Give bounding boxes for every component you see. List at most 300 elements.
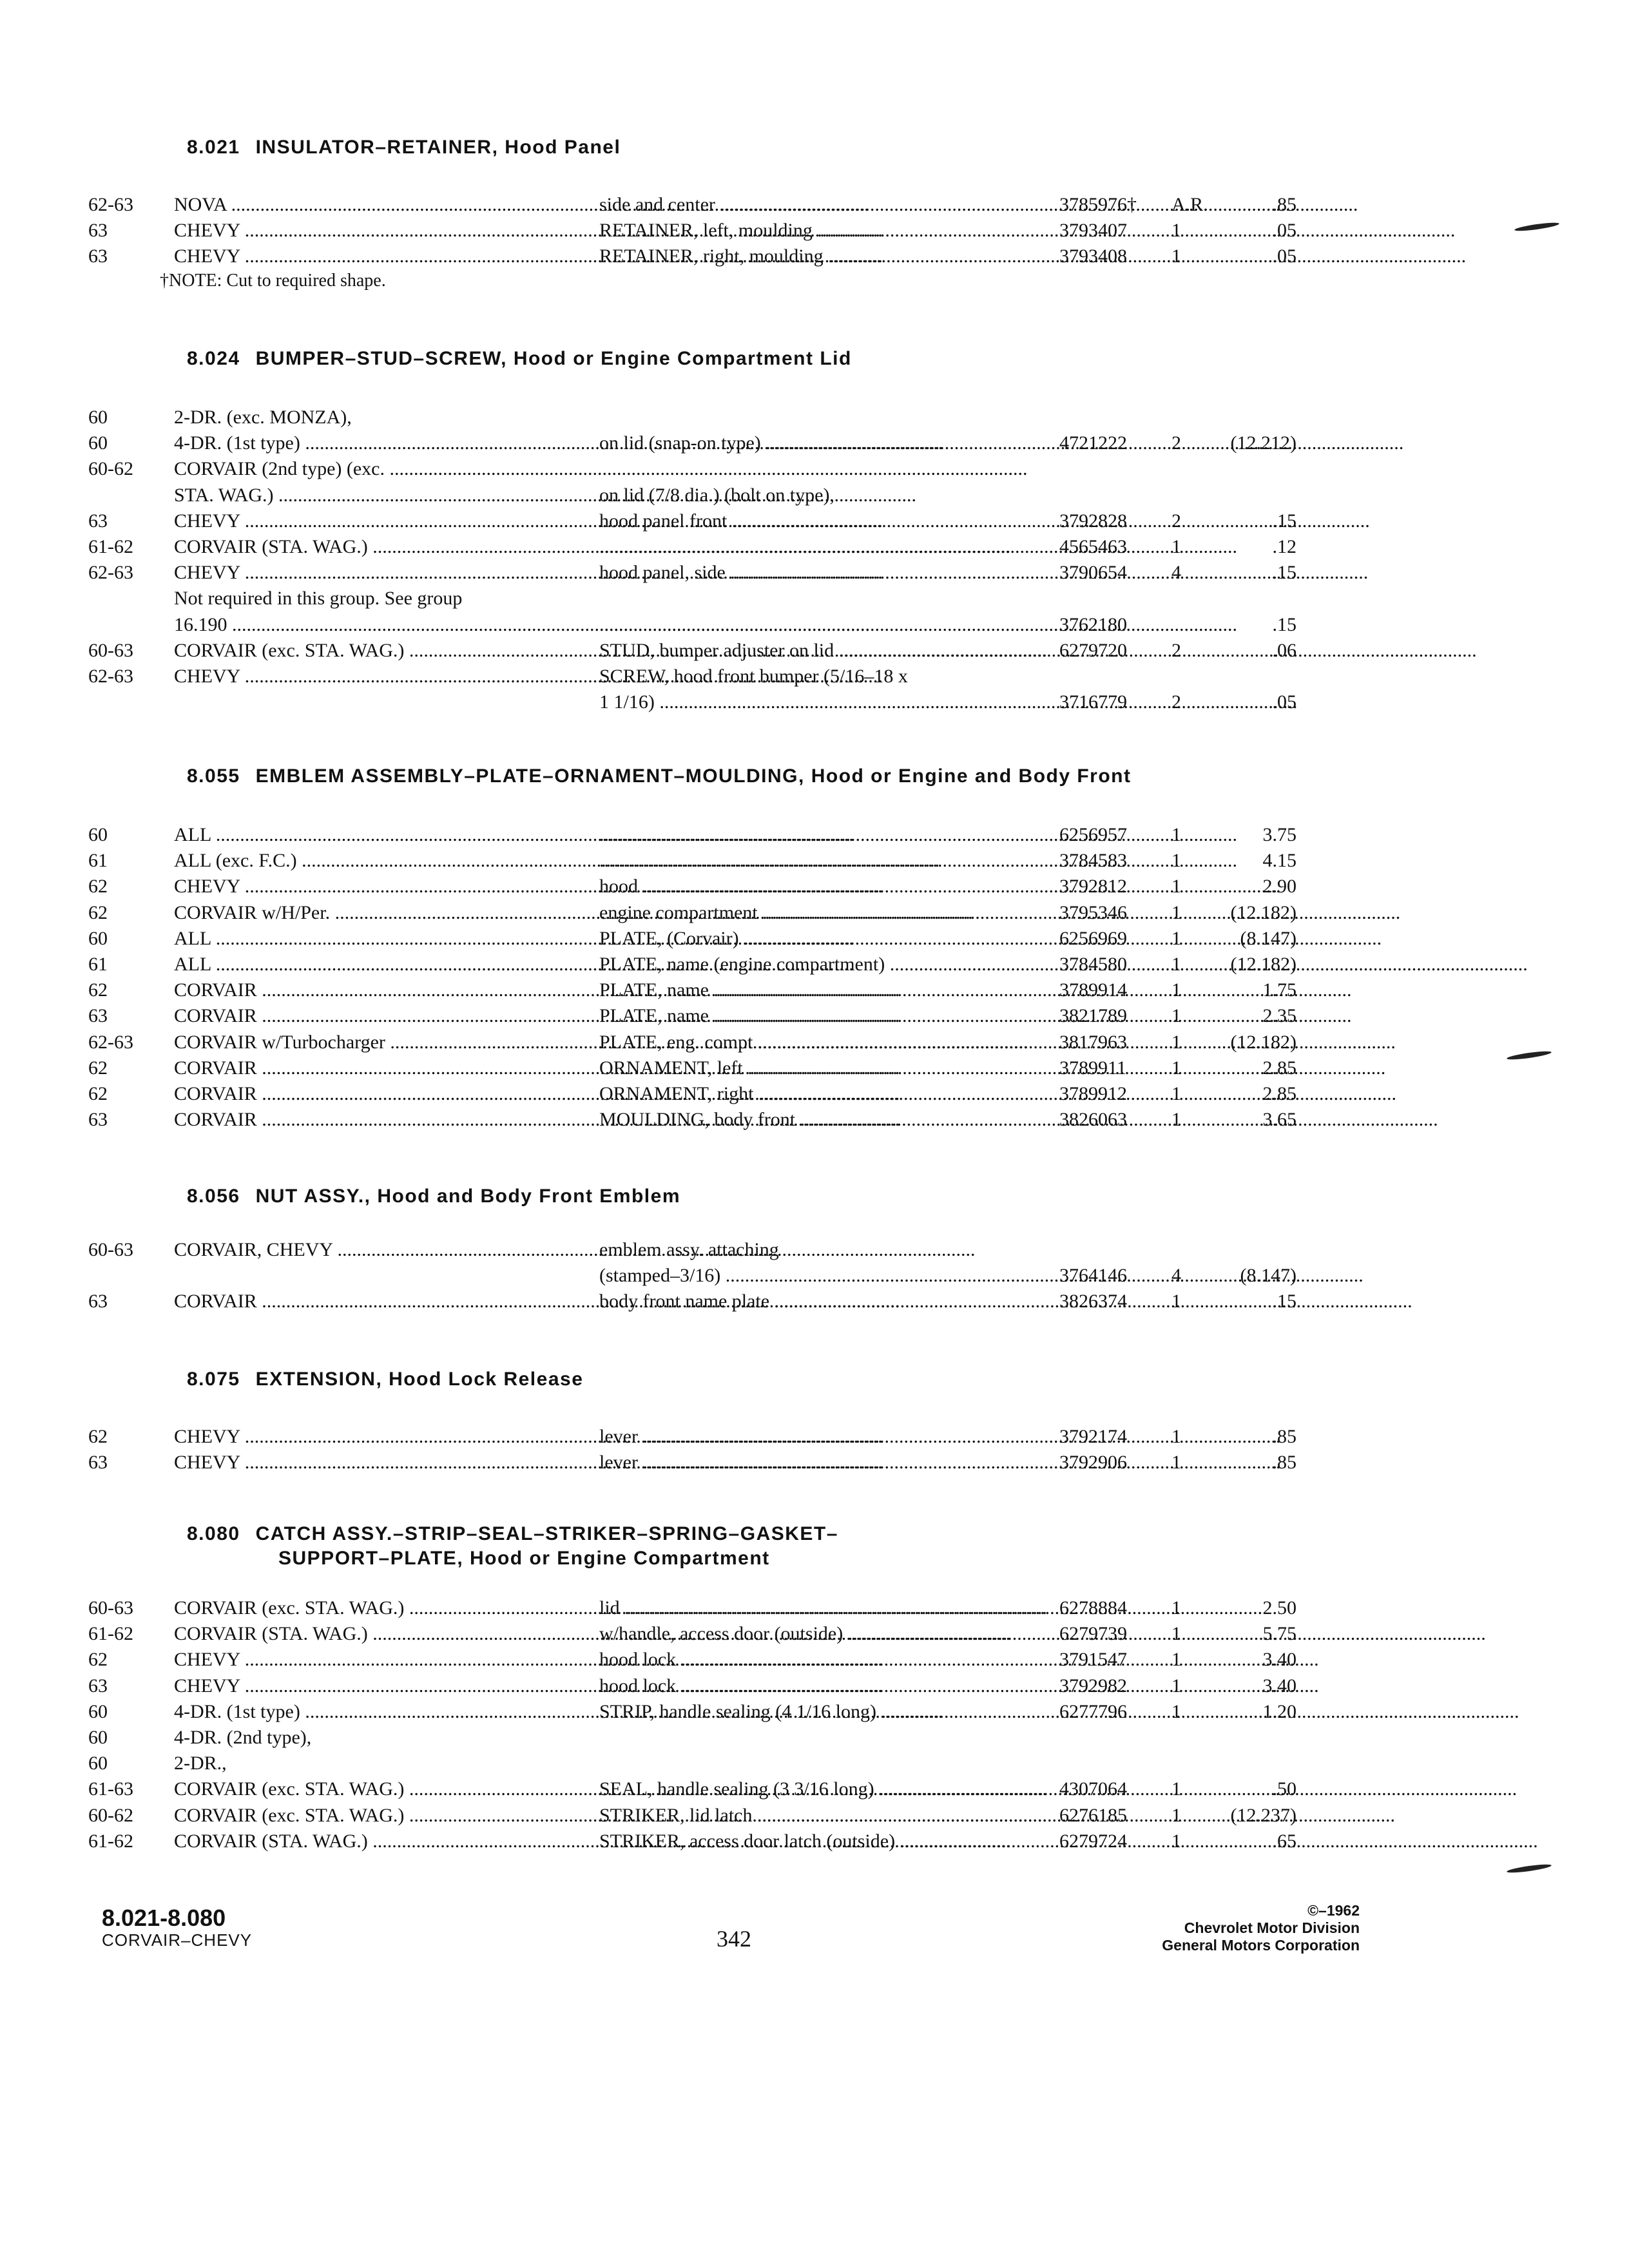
year-cell [88, 1673, 166, 1699]
part-number-cell [1059, 638, 1162, 664]
table-row [0, 612, 1629, 638]
model-cell [174, 1107, 563, 1133]
quantity-cell [1171, 1107, 1202, 1133]
year-cell [88, 1055, 166, 1081]
quantity-cell-text: 2 [1171, 691, 1181, 713]
year-cell [88, 822, 166, 848]
quantity-cell-text: 2 [1171, 432, 1181, 454]
part-number-cell [1059, 1673, 1162, 1699]
part-number-cell-text: 6278884 [1059, 1597, 1127, 1619]
price-cell-text: 2.90 [1262, 876, 1296, 898]
part-number-cell-text: 3792174 [1059, 1426, 1127, 1447]
year-cell [88, 977, 166, 1003]
quantity-cell-text: 1 [1171, 535, 1181, 557]
description-cell [599, 1107, 1039, 1133]
price-cell-text: (8.147) [1240, 927, 1296, 949]
description-cell [599, 218, 1039, 244]
price-cell-text: .85 [1272, 194, 1296, 215]
price-cell [1205, 874, 1296, 899]
price-cell [1205, 822, 1296, 848]
quantity-cell [1171, 1263, 1202, 1289]
description-cell [599, 1030, 1039, 1055]
year-cell-text: 62 [88, 1426, 108, 1447]
year-cell-text: 60 [88, 824, 108, 845]
quantity-cell [1171, 689, 1202, 715]
year-cell-text: 60-63 [88, 1597, 133, 1619]
part-number-cell [1059, 1424, 1162, 1450]
year-cell-text: 61-62 [88, 1623, 133, 1645]
part-number-cell-text: 3784580 [1059, 953, 1127, 975]
part-number-cell-text: 3817963 [1059, 1031, 1127, 1053]
part-number-cell [1059, 1263, 1162, 1289]
year-cell [88, 456, 166, 482]
table-row [0, 1725, 1629, 1751]
price-cell-text: .15 [1272, 562, 1296, 584]
year-cell [88, 1829, 166, 1854]
quantity-cell [1171, 1673, 1202, 1699]
price-cell-text: .05 [1272, 691, 1296, 713]
part-number-cell-text: 3785976† [1059, 194, 1137, 215]
description-cell-text: RETAINER, left, moulding [599, 220, 813, 242]
description-cell-text: ORNAMENT, left [599, 1057, 743, 1079]
table-row [0, 689, 1629, 715]
description-cell-text: lever [599, 1426, 638, 1447]
description-cell [599, 900, 1039, 926]
model-cell [174, 1776, 563, 1802]
model-cell [174, 664, 563, 689]
model-cell [174, 430, 563, 456]
model-cell [174, 456, 563, 482]
price-cell-text: (12.212) [1230, 432, 1296, 454]
price-cell-text: 3.40 [1262, 1649, 1296, 1671]
model-cell-text: CORVAIR [174, 1109, 257, 1131]
table-row [0, 1003, 1629, 1029]
part-number-cell [1059, 1450, 1162, 1475]
price-cell [1205, 430, 1296, 456]
section-heading [187, 348, 852, 370]
description-cell [599, 483, 1039, 508]
year-cell-text: 61 [88, 953, 108, 975]
description-cell-text: emblem assy. attaching [599, 1239, 779, 1260]
part-number-cell-text: 3791547 [1059, 1649, 1127, 1671]
part-number-cell [1059, 430, 1162, 456]
table-row [0, 1647, 1629, 1673]
price-cell-text: .05 [1272, 220, 1296, 242]
table-row [0, 1424, 1629, 1450]
quantity-cell [1171, 244, 1202, 269]
year-cell [88, 1699, 166, 1725]
price-cell-text: 3.75 [1262, 824, 1296, 845]
description-cell [599, 1003, 1039, 1029]
description-cell [599, 1289, 1039, 1314]
year-cell [88, 952, 166, 977]
year-cell-text: 63 [88, 1005, 108, 1027]
model-cell-text: CHEVY [174, 1649, 240, 1671]
margin-mark [1507, 1863, 1552, 1874]
table-row [0, 456, 1629, 482]
year-cell-text: 60 [88, 927, 108, 949]
price-cell-text: 3.40 [1262, 1675, 1296, 1696]
table-row [0, 218, 1629, 244]
part-number-cell-text: 6256957 [1059, 824, 1127, 845]
price-cell-text: (8.147) [1240, 1265, 1296, 1287]
price-cell-text: .65 [1272, 1830, 1296, 1852]
year-cell [88, 560, 166, 586]
publisher-block [1089, 1902, 1360, 1954]
model-cell [174, 560, 563, 586]
model-cell-text: CORVAIR, CHEVY [174, 1239, 333, 1260]
model-cell [174, 483, 563, 508]
part-number-cell-text: 3792982 [1059, 1675, 1127, 1696]
part-number-cell-text: 3793408 [1059, 245, 1127, 267]
model-cell-text: CHEVY [174, 510, 240, 532]
model-cell [174, 405, 563, 430]
section-title: NUT ASSY., [255, 1186, 371, 1207]
model-cell [174, 874, 563, 899]
quantity-cell-text: 1 [1171, 1452, 1181, 1474]
table-row [0, 1803, 1629, 1829]
part-number-cell [1059, 1621, 1162, 1647]
model-cell-text: CORVAIR (exc. STA. WAG.) [174, 1778, 405, 1800]
description-cell [599, 1647, 1039, 1673]
footer-group-info [102, 1906, 252, 1950]
description-cell [599, 664, 1039, 689]
model-cell [174, 1450, 563, 1475]
description-cell-text: PLATE, (Corvair) [599, 927, 739, 949]
parts-table [0, 1595, 1629, 1854]
description-cell-text: lid [599, 1597, 620, 1619]
dot-leader [620, 1597, 1263, 1619]
quantity-cell [1171, 1776, 1202, 1802]
description-cell [599, 508, 1039, 534]
quantity-cell [1171, 848, 1202, 874]
table-row [0, 977, 1629, 1003]
section-number: 8.021 [187, 137, 240, 158]
quantity-cell-text: 1 [1171, 1109, 1181, 1131]
model-cell [174, 508, 563, 534]
price-cell [1205, 1595, 1296, 1621]
quantity-cell [1171, 977, 1202, 1003]
price-cell [1205, 1030, 1296, 1055]
section-heading [187, 137, 621, 159]
price-cell [1205, 900, 1296, 926]
part-number-cell-text: 3790654 [1059, 562, 1127, 584]
description-cell [599, 612, 1039, 638]
description-cell-text: lever [599, 1452, 638, 1474]
part-number-cell-text: 3792812 [1059, 876, 1127, 898]
year-cell [88, 1595, 166, 1621]
model-cell [174, 1751, 563, 1776]
year-cell-text: 62 [88, 901, 108, 923]
description-cell [599, 244, 1039, 269]
model-cell-text: 4-DR. (2nd type), [174, 1726, 312, 1748]
description-cell-text: side and center [599, 194, 715, 215]
model-cell [174, 1699, 563, 1725]
price-cell-text: 1.20 [1262, 1700, 1296, 1722]
model-cell [174, 534, 563, 560]
table-row [0, 1030, 1629, 1055]
section-number: 8.055 [187, 765, 240, 787]
model-cell-text: CHEVY [174, 245, 240, 267]
quantity-cell [1171, 1699, 1202, 1725]
price-cell-text: .85 [1272, 1426, 1296, 1447]
quantity-cell-text: A.R. [1171, 194, 1208, 215]
part-number-cell [1059, 1647, 1162, 1673]
part-number-cell-text: 3821789 [1059, 1005, 1127, 1027]
price-cell [1205, 926, 1296, 952]
table-row [0, 1081, 1629, 1107]
price-cell [1205, 612, 1296, 638]
model-cell [174, 1647, 563, 1673]
year-cell-text: 61 [88, 850, 108, 872]
quantity-cell-text: 1 [1171, 1005, 1181, 1027]
price-cell [1205, 1803, 1296, 1829]
quantity-cell [1171, 192, 1208, 218]
model-cell-text: 2-DR. (exc. MONZA), [174, 407, 352, 428]
description-cell-text: hood panel, side [599, 562, 726, 584]
quantity-cell-text: 1 [1171, 1426, 1181, 1447]
part-number-cell-text: 3789914 [1059, 979, 1127, 1001]
model-cell-text: CORVAIR [174, 979, 257, 1001]
table-row [0, 848, 1629, 874]
model-cell [174, 1424, 563, 1450]
description-cell-text: (stamped–3/16) [599, 1265, 721, 1287]
parts-table [0, 405, 1629, 715]
description-cell-text: STRIKER, lid latch [599, 1804, 753, 1826]
model-cell-text: 4-DR. (1st type) [174, 432, 300, 454]
year-cell [88, 218, 166, 244]
description-cell [599, 822, 1039, 848]
description-cell [599, 926, 1039, 952]
table-row [0, 1450, 1629, 1475]
year-cell-text: 63 [88, 1291, 108, 1312]
quantity-cell [1171, 1003, 1202, 1029]
section-subtitle: Hood Lock Release [389, 1369, 584, 1390]
table-row [0, 1621, 1629, 1647]
description-cell [599, 848, 1039, 874]
price-cell [1205, 1621, 1296, 1647]
description-cell [599, 1081, 1039, 1107]
quantity-cell-text: 1 [1171, 953, 1181, 975]
table-row [0, 1673, 1629, 1699]
description-cell-text: PLATE, name [599, 1005, 709, 1027]
price-cell-text: 5.75 [1262, 1623, 1296, 1645]
copyright: ©–1962 [1307, 1902, 1360, 1919]
part-number-cell [1059, 1055, 1162, 1081]
quantity-cell-text: 4 [1171, 562, 1181, 584]
section-number: 8.056 [187, 1186, 240, 1207]
description-cell-text: ORNAMENT, right [599, 1082, 754, 1104]
part-number-cell-text: 3793407 [1059, 220, 1127, 242]
part-number-cell [1059, 244, 1162, 269]
price-cell-text: 2.35 [1262, 1005, 1296, 1027]
quantity-cell [1171, 1289, 1202, 1314]
part-number-cell-text: 3792828 [1059, 510, 1127, 532]
year-cell-text: 62 [88, 979, 108, 1001]
page-number: 342 [717, 1926, 751, 1952]
quantity-cell-text: 1 [1171, 1830, 1181, 1852]
model-cell [174, 1055, 563, 1081]
year-cell [88, 1803, 166, 1829]
table-row [0, 926, 1629, 952]
price-cell-text: .15 [1272, 1291, 1296, 1312]
table-row [0, 534, 1629, 560]
price-cell [1205, 218, 1296, 244]
year-cell-text: 61-62 [88, 1830, 133, 1852]
model-cell [174, 848, 563, 874]
year-cell-text: 60-63 [88, 639, 133, 661]
quantity-cell [1171, 1647, 1202, 1673]
section-heading [187, 1369, 583, 1390]
model-cell-text: CHEVY [174, 1452, 240, 1474]
dot-leader [843, 1623, 1486, 1644]
part-number-cell-text: 3826063 [1059, 1109, 1127, 1131]
description-cell-text: on lid (7/8 dia.) (bolt on type), [599, 484, 834, 506]
part-number-cell [1059, 1776, 1162, 1802]
quantity-cell [1171, 822, 1202, 848]
model-cell-text: CORVAIR (exc. STA. WAG.) [174, 1804, 405, 1826]
model-cell [174, 586, 563, 611]
year-cell [88, 1289, 166, 1314]
table-row [0, 1595, 1629, 1621]
year-cell-text: 62 [88, 1082, 108, 1104]
price-cell-text: 2.85 [1262, 1057, 1296, 1079]
quantity-cell [1171, 1030, 1202, 1055]
year-cell-text: 62-63 [88, 194, 133, 215]
quantity-cell-text: 4 [1171, 1265, 1181, 1287]
year-cell [88, 1081, 166, 1107]
description-cell-text: STUD, bumper adjuster on lid [599, 639, 834, 661]
price-cell-text: (12.182) [1230, 953, 1296, 975]
description-cell-text: hood [599, 876, 638, 898]
quantity-cell [1171, 1621, 1202, 1647]
year-cell-text: 61-62 [88, 535, 133, 557]
year-cell-text: 61-63 [88, 1778, 133, 1800]
description-cell [599, 560, 1039, 586]
quantity-cell-text: 1 [1171, 901, 1181, 923]
table-row [0, 1237, 1629, 1263]
section-title: INSULATOR–RETAINER, [255, 137, 499, 158]
section-heading [187, 1522, 838, 1571]
quantity-cell-text: 1 [1171, 824, 1181, 845]
part-number-cell-text: 3716779 [1059, 691, 1127, 713]
price-cell [1205, 1450, 1296, 1475]
part-number-cell-text: 3764146 [1059, 1265, 1127, 1287]
model-cell-text: CORVAIR (STA. WAG.) [174, 1623, 368, 1645]
description-cell [599, 874, 1039, 899]
quantity-cell-text: 1 [1171, 876, 1181, 898]
model-cell [174, 1829, 563, 1854]
description-cell [599, 1263, 1039, 1289]
part-number-cell [1059, 689, 1162, 715]
price-cell [1205, 848, 1296, 874]
table-row [0, 1776, 1629, 1802]
description-cell [599, 1424, 1039, 1450]
description-cell [599, 1621, 1039, 1647]
group-range: 8.021-8.080 [102, 1905, 226, 1931]
quantity-cell-text: 1 [1171, 1675, 1181, 1696]
quantity-cell [1171, 900, 1202, 926]
part-number-cell-text: 4721222 [1059, 432, 1127, 454]
description-cell [599, 534, 1039, 560]
price-cell [1205, 977, 1296, 1003]
table-row [0, 1699, 1629, 1725]
section-subtitle: Hood Panel [505, 137, 621, 158]
description-cell-text: engine compartment [599, 901, 758, 923]
year-cell-text: 60-63 [88, 1239, 133, 1260]
price-cell-text: .50 [1272, 1778, 1296, 1800]
year-cell-text: 60 [88, 1700, 108, 1722]
model-cell-text: CORVAIR (2nd type) (exc. [174, 458, 385, 480]
parts-table [0, 192, 1629, 270]
description-cell-text: PLATE, eng. compt [599, 1031, 753, 1053]
quantity-cell-text: 1 [1171, 1082, 1181, 1104]
description-cell-text: PLATE, name (engine compartment) [599, 953, 885, 975]
description-cell [599, 1699, 1039, 1725]
price-cell [1205, 244, 1296, 269]
model-cell-text: CHEVY [174, 876, 240, 898]
part-number-cell-text: 3762180 [1059, 613, 1127, 635]
table-row [0, 1263, 1629, 1289]
description-cell [599, 952, 1039, 977]
quantity-cell [1171, 1595, 1202, 1621]
price-cell-text: 2.85 [1262, 1082, 1296, 1104]
year-cell [88, 430, 166, 456]
price-cell-text: (12.237) [1230, 1804, 1296, 1826]
year-cell-text: 60-62 [88, 458, 133, 480]
part-number-cell [1059, 560, 1162, 586]
description-cell-text: hood panel front [599, 510, 728, 532]
model-cell-text: CORVAIR (STA. WAG.) [174, 1830, 368, 1852]
model-cell-text: CHEVY [174, 220, 240, 242]
price-cell [1205, 1776, 1296, 1802]
parts-table [0, 822, 1629, 1133]
section-subtitle: Hood or Engine Compartment Lid [513, 348, 852, 369]
price-cell [1205, 638, 1296, 664]
description-cell-text: hood lock [599, 1675, 677, 1696]
price-cell [1205, 1081, 1296, 1107]
footnote: †NOTE: Cut to required shape. [160, 271, 386, 291]
quantity-cell-text: 1 [1171, 220, 1181, 242]
quantity-cell [1171, 218, 1202, 244]
quantity-cell [1171, 1829, 1202, 1854]
quantity-cell [1171, 1803, 1202, 1829]
model-cell [174, 218, 563, 244]
price-cell [1205, 1263, 1296, 1289]
year-cell [88, 1003, 166, 1029]
description-cell [599, 1829, 1039, 1854]
model-cell [174, 1725, 563, 1751]
description-cell [599, 1776, 1039, 1802]
model-cell-text: 4-DR. (1st type) [174, 1700, 300, 1722]
table-row [0, 1751, 1629, 1776]
year-cell-text: 63 [88, 220, 108, 242]
model-cell-text: 16.190 [174, 613, 227, 635]
table-row [0, 1055, 1629, 1081]
price-cell [1205, 1673, 1296, 1699]
description-cell [599, 430, 1039, 456]
price-cell [1205, 1424, 1296, 1450]
table-row [0, 244, 1629, 269]
price-cell [1205, 1699, 1296, 1725]
description-cell-text: STRIKER, access door latch (outside) [599, 1830, 896, 1852]
quantity-cell-text: 1 [1171, 1597, 1181, 1619]
description-cell [599, 1055, 1039, 1081]
quantity-cell-text: 1 [1171, 1649, 1181, 1671]
parts-table [0, 1424, 1629, 1475]
description-cell [599, 1673, 1039, 1699]
year-cell [88, 1107, 166, 1133]
